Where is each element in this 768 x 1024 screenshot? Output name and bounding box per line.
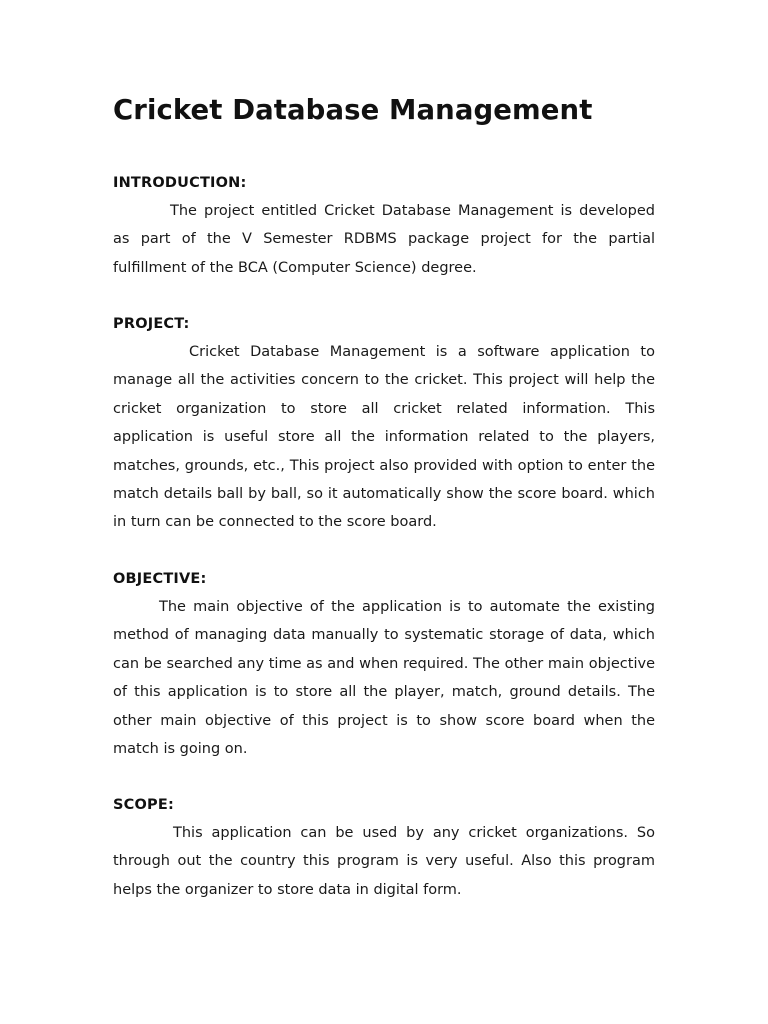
section-body-scope: This application can be used by any cricket organizations. So through out the country this program is very useful. Also this program helps the organizer to store data in digital form. bbox=[113, 825, 655, 898]
section-body-introduction: The project entitled Cricket Database Management is developed as part of the V Semester RDBMS package project for the partial fulfillment of the BCA (Computer Science) degree. bbox=[113, 203, 655, 276]
section-heading-introduction: INTRODUCTION: bbox=[113, 175, 247, 191]
section-heading-scope: SCOPE: bbox=[113, 797, 174, 813]
section-body-objective: The main objective of the application is to automate the existing method of managing data manually to systematic storage of data, which can be searched any time as and when required. The other main objective of this application is to store all the player, match, ground details. The other main objective of this project is to show score board when the match is going on. bbox=[113, 599, 655, 758]
section-scope bbox=[113, 791, 655, 904]
document-title: Cricket Database Management bbox=[113, 94, 593, 126]
section-project bbox=[113, 310, 655, 537]
section-introduction bbox=[113, 169, 655, 282]
section-body-project: Cricket Database Management is a software application to manage all the activities concern to the cricket. This project will help the cricket organization to store all cricket related information. This application is useful store all the information related to the players, matches, grounds, etc., This project also provided with option to enter the match details ball by ball, so it automatically show the score board. which in turn can be connected to the score board. bbox=[113, 344, 655, 531]
section-heading-objective: OBJECTIVE: bbox=[113, 571, 207, 587]
section-heading-project: PROJECT: bbox=[113, 316, 190, 332]
section-objective bbox=[113, 565, 655, 763]
